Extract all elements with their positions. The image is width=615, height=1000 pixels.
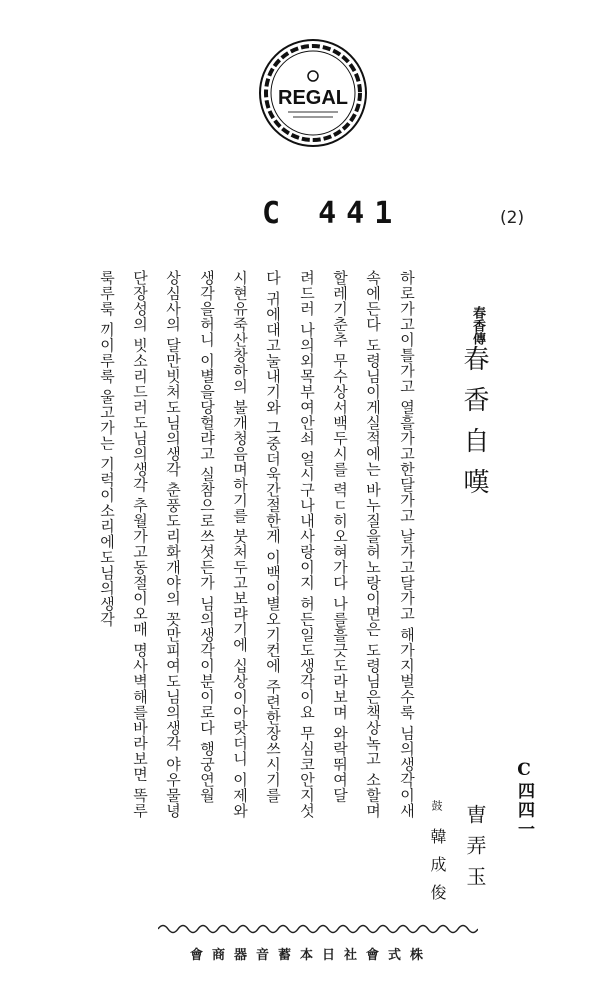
lyric-line: 룩루룩 끼이루룩 울고가는 기럭이소리에도님의생각 bbox=[98, 270, 116, 627]
lyric-line: 상심사의 달만빗처도님의생각 춘풍도리화개야의 꼿만피여도님의생각 야우물녕 bbox=[164, 270, 182, 819]
lyric-line: 생각을허니 이별을당헐랴고 실참으로쓰셧든가 님의생각이분이로다 행궁연월 bbox=[198, 270, 216, 803]
wavy-divider bbox=[158, 922, 478, 936]
lyrics-block bbox=[96, 270, 426, 920]
regal-logo bbox=[258, 38, 368, 148]
catalog-number-cjk: C四四一 bbox=[514, 760, 534, 839]
emblem-icon bbox=[308, 71, 318, 81]
logo-text: REGAL bbox=[278, 87, 348, 109]
lyric-line: 할레기춘추 무수상서백두시를 력ㄷ히오혀가다 나를흘긋도라보며 와락뛰여달 bbox=[331, 270, 349, 803]
lyric-line: 하로가고이틀가고 열흘가고한달가고 날가고달가고 해가지벌수룩 님의생각이새 bbox=[398, 270, 416, 819]
lyric-line: 려드러 나의외목부여안쇠 얼시구나내사랑이지 허든일도생각이요 무심코안지섯 bbox=[298, 270, 316, 819]
lyric-line: 속에든다 도령님이게실적에는 바누질을허노랑이면은 도령님은책상녹고 소할며 bbox=[364, 270, 382, 819]
song-title: 春香自嘆 bbox=[459, 345, 489, 509]
lyric-line: 시현유죽산창하의 불개청음며하기를 붓처두고보랴기에 십상이아랏더니 이제와 bbox=[231, 270, 249, 819]
lyric-line: 다 귀에대고눌내기와 그중더욱간절한게 이백이별오기컨에 주련한장쓰시기를 bbox=[264, 270, 282, 803]
company-name: 株式會社日本蓄音器商會 bbox=[190, 948, 433, 963]
side-number: (2) bbox=[500, 208, 525, 228]
lyric-line: 단장성의 빗소리드러도님의생각 추월가고동절이오매 명사벽해를바라보면 똑루 bbox=[131, 270, 149, 819]
song-genre: 春香傳 bbox=[470, 306, 485, 345]
catalog-number: C 441 bbox=[262, 196, 403, 231]
performer-role: 鼓 bbox=[430, 800, 443, 811]
singer-name: 韓成俊 bbox=[428, 828, 447, 912]
performer-name: 曺弄玉 bbox=[463, 804, 487, 897]
